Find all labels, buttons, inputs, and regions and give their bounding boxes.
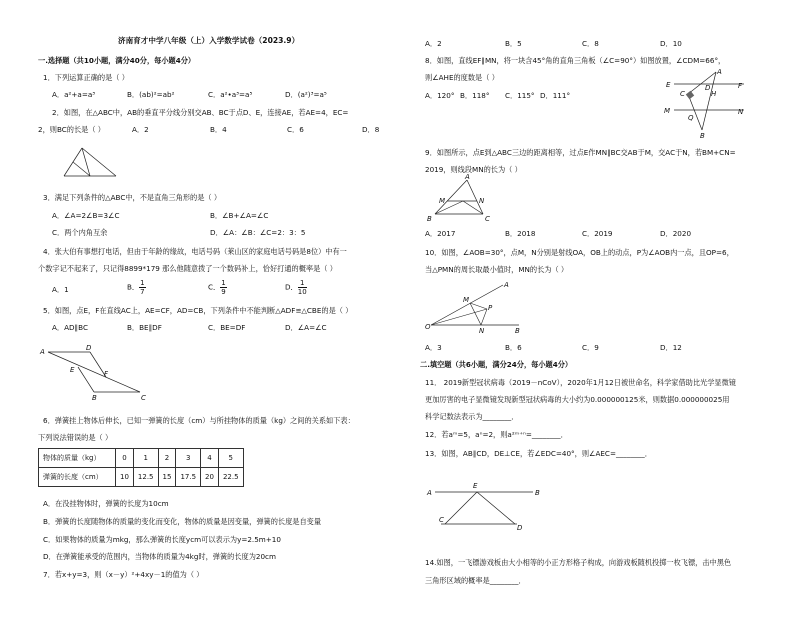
svg-text:E: E <box>666 81 671 89</box>
svg-text:D: D <box>705 84 711 92</box>
q6-option-d: D．在弹簧能承受的范围内，当物体的质量为4kg时，弹簧的长度为20cm <box>43 552 276 561</box>
q9-option-a: A．2017 <box>425 229 456 238</box>
svg-text:C: C <box>485 215 490 223</box>
svg-text:C: C <box>680 90 685 98</box>
q2-option-b: B．4 <box>210 125 227 134</box>
q2-option-a: A．2 <box>132 125 149 134</box>
svg-text:Q: Q <box>688 114 694 122</box>
q6-line1: 6．弹簧挂上物体后伸长，已知一弹簧的长度（cm）与所挂物体的质量（kg）之间的关系如下表： <box>43 416 355 425</box>
q5-option-a: A．AD∥BC <box>52 323 88 332</box>
svg-text:F: F <box>104 370 109 378</box>
q10-option-b: B．6 <box>505 343 522 352</box>
table-cell: 12.5 <box>133 468 158 487</box>
svg-text:A: A <box>717 68 722 76</box>
q4-option-c: C． $\frac{1}{9}$ <box>208 279 226 296</box>
svg-text:A: A <box>504 281 509 289</box>
table-cell: 物体的质量（kg） <box>39 449 116 468</box>
q2-option-c: C．6 <box>287 125 304 134</box>
svg-text:H: H <box>711 90 717 98</box>
q14-line2: 三角形区域的概率是________． <box>425 576 526 585</box>
q7-option-a: A．2 <box>425 39 442 48</box>
q6-option-c: C．如果物体的质量为mkg，那么弹簧的长度ycm可以表示为y=2.5m+10 <box>43 535 281 544</box>
table-cell: 15 <box>158 468 176 487</box>
q5-stem: 5．如图，点E，F在直线AC上，AE=CF，AD=CB，下列条件中不能判断△ADF≌△CBE的是（ ） <box>43 306 353 315</box>
svg-text:D: D <box>86 344 92 352</box>
q3-option-a: A．∠A=2∠B=3∠C <box>52 211 120 220</box>
q5-option-b: B．BE∥DF <box>127 323 162 332</box>
q2-line1: 2．如图，在△ABC中，AB的垂直平分线分别交AB、BC于点D、E，连接AE，若AE=4，EC= <box>52 108 349 117</box>
svg-text:F: F <box>738 82 743 90</box>
table-cell: 4 <box>201 449 219 468</box>
q1-stem: 1．下列运算正确的是（ ） <box>43 73 129 82</box>
q4-option-a: A．1 <box>52 285 69 294</box>
svg-text:N: N <box>479 327 485 335</box>
svg-text:A: A <box>465 173 470 181</box>
svg-text:B: B <box>92 394 97 402</box>
q2-line2: 2，则BC的长是（ ） <box>38 125 105 134</box>
q5-figure <box>38 340 148 402</box>
q1-option-a: A．a²+a=a³ <box>52 90 96 99</box>
table-cell: 1 <box>133 449 158 468</box>
q7-option-b: B．5 <box>505 39 522 48</box>
svg-text:B: B <box>515 327 520 335</box>
q14-line1: 14.如图，一飞镖游戏板由大小相等的小正方形格子构成，向游戏板随机投掷一枚飞镖，击中黑色 <box>425 558 732 567</box>
svg-text:M: M <box>463 296 470 304</box>
q9-option-d: D．2020 <box>660 229 692 238</box>
q6-table <box>38 448 244 487</box>
q8-line2: 则∠AHE的度数是（ ） <box>425 73 499 82</box>
q3-option-d: D．∠A：∠B：∠C=2：3：5 <box>210 228 306 237</box>
q1-option-c: C．a²•a³=a⁵ <box>208 90 253 99</box>
svg-text:C: C <box>439 516 444 524</box>
q2-figure <box>60 142 120 182</box>
q12-stem: 12．若aᵐ=5，aⁿ=2，则a²ᵐ⁺ⁿ=________． <box>425 430 568 439</box>
q11-line3: 科学记数法表示为________． <box>425 412 519 421</box>
section-fill-title: 二.填空题（共6小题，满分24分，每小题4分） <box>420 360 573 369</box>
section-choice-title: 一.选择题（共10小题，满分40分，每小题4分） <box>38 56 196 65</box>
svg-text:C: C <box>141 394 146 402</box>
q8-option-c: C．115° <box>505 91 535 100</box>
svg-text:A: A <box>427 489 432 497</box>
q10-figure <box>425 277 525 337</box>
table-cell: 20 <box>201 468 219 487</box>
q11-line1: 11． 2019新型冠状病毒（2019－nCoV），2020年1月12日被世命名，科学家借助比光学显微镜 <box>425 378 736 387</box>
q5-option-d: D．∠A=∠C <box>285 323 327 332</box>
q4-option-d: D． $\frac{1}{10}$ <box>285 279 307 296</box>
table-cell: 5 <box>218 449 243 468</box>
table-cell: 0 <box>116 449 134 468</box>
table-row <box>39 449 244 468</box>
svg-text:E: E <box>70 366 75 374</box>
q4-line2: 个数字记不起来了，只记得8899*179 那么他随意拨了一个数码补上，恰好打通的概率是（ ） <box>38 264 337 273</box>
q10-line1: 10．如图，∠AOB=30°，点M，N分别是射线OA，OB上的动点，P为∠AOB内一点，且OP=6， <box>425 248 734 257</box>
svg-text:A: A <box>40 348 45 356</box>
q8-figure <box>660 66 750 140</box>
svg-text:B: B <box>427 215 432 223</box>
table-cell: 弹簧的长度（cm） <box>39 468 116 487</box>
q8-option-a: A．120° <box>425 91 455 100</box>
svg-text:N: N <box>738 108 744 116</box>
svg-text:M: M <box>439 197 446 205</box>
q6-option-a: A．在没挂物体时，弹簧的长度为10cm <box>43 499 169 508</box>
q4-line1: 4．张大伯有事想打电话，但由于年龄的缘故，电话号码（莱山区的家庭电话号码是8位）中有一 <box>43 247 347 256</box>
q3-option-b: B．∠B+∠A=∠C <box>210 211 269 220</box>
q6-line2: 下列说法错误的是（ ） <box>38 433 113 442</box>
q9-line2: 2019，则线段MN的长为（ ） <box>425 165 522 174</box>
q4-option-b: B． $\frac{1}{7}$ <box>127 279 145 296</box>
svg-text:M: M <box>664 107 671 115</box>
q7-stem: 7．若x+y=3，则（x－y）²+4xy－1的值为（ ） <box>43 570 204 579</box>
table-cell: 2 <box>158 449 176 468</box>
table-cell: 22.5 <box>218 468 243 487</box>
q7-option-d: D．10 <box>660 39 682 48</box>
q1-option-d: D．(a²)³=a⁵ <box>285 90 327 99</box>
q10-option-d: D．12 <box>660 343 682 352</box>
svg-text:E: E <box>473 482 478 490</box>
q5-option-c: C．BE=DF <box>208 323 246 332</box>
svg-text:O: O <box>425 323 431 331</box>
q8-line1: 8．如图，直线EF∥MN，将一块含45°角的直角三角板（∠C=90°）如图放置，∠CDM=66°， <box>425 56 726 65</box>
page-title: 济南育才中学八年级（上）入学数学试卷（2023.9） <box>118 36 300 45</box>
q13-stem: 13．如图，AB∥CD，DE⊥CE，若∠EDC=40°，则∠AEC=________． <box>425 449 652 458</box>
table-cell: 10 <box>116 468 134 487</box>
svg-text:D: D <box>517 524 523 532</box>
svg-text:P: P <box>488 304 493 312</box>
q8-option-d: D．111° <box>540 91 571 100</box>
q11-line2: 更加厉害的电子显微镜发现新型冠状病毒的大小约为0.000000125米，则数据0.000000025用 <box>425 395 730 404</box>
q10-option-a: A．3 <box>425 343 442 352</box>
svg-text:N: N <box>479 197 485 205</box>
table-row <box>39 468 244 487</box>
q9-line1: 9．如图所示，点E到△ABC三边的距离相等，过点E作MN∥BC交AB于M，交AC于N，若BM+CN= <box>425 148 736 157</box>
table-cell: 3 <box>176 449 201 468</box>
q7-option-c: C．8 <box>582 39 599 48</box>
q9-option-c: C．2019 <box>582 229 613 238</box>
svg-text:B: B <box>700 132 705 140</box>
table-cell: 17.5 <box>176 468 201 487</box>
svg-text:B: B <box>535 489 540 497</box>
q2-option-d: D．8 <box>362 125 380 134</box>
q8-option-b: B．118° <box>460 91 490 100</box>
q6-option-b: B．弹簧的长度随物体的质量的变化而变化，物体的质量是因变量，弹簧的长度是自变量 <box>43 517 322 526</box>
q9-option-b: B．2018 <box>505 229 536 238</box>
q10-option-c: C．9 <box>582 343 599 352</box>
q1-option-b: B．(ab)²=ab² <box>127 90 175 99</box>
q10-line2: 当△PMN的周长取最小值时，MN的长为（ ） <box>425 265 569 274</box>
q3-stem: 3．满足下列条件的△ABC中，不是直角三角形的是（ ） <box>43 193 222 202</box>
q13-figure <box>425 480 545 532</box>
q9-figure <box>425 174 500 224</box>
q3-option-c: C．两个内角互余 <box>52 228 108 237</box>
